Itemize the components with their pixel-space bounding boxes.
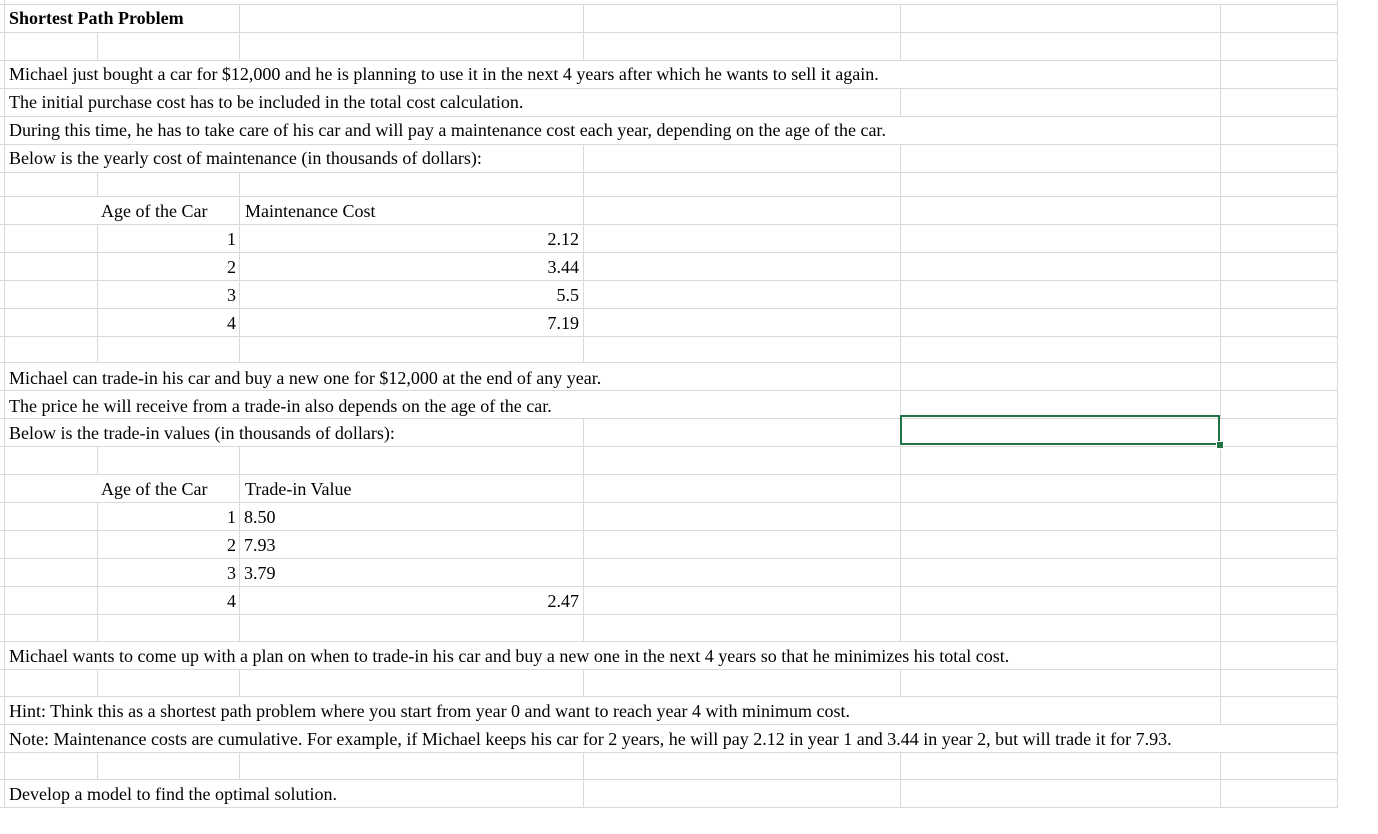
grid-col-line — [1220, 4, 1221, 32]
tradein-intro-line[interactable]: The price he will receive from a trade-in also depends on the age of the car. — [9, 396, 552, 416]
grid-col-line — [583, 779, 584, 807]
grid-row-line — [0, 696, 1338, 697]
grid-col-line — [1220, 779, 1221, 807]
grid-col-line — [583, 418, 584, 446]
grid-col-line — [97, 224, 98, 336]
intro-line[interactable]: Michael just bought a car for $12,000 and he is planning to use it in the next 4 years after which he wants to sell it again. — [9, 64, 879, 84]
grid-col-line — [1220, 641, 1221, 669]
sheet-title[interactable]: Shortest Path Problem — [9, 8, 184, 28]
grid-col-line — [900, 779, 901, 807]
grid-col-line — [900, 4, 901, 32]
grid-col-line — [900, 474, 901, 614]
grid-col-line — [1337, 0, 1338, 807]
grid-row-line — [0, 196, 1338, 197]
goal-text[interactable]: Michael wants to come up with a plan on when to trade-in his car and buy a new one in the next 4 years so that he minimizes his total cost. — [9, 646, 1010, 666]
tradein-age-cell[interactable]: 4 — [227, 591, 236, 611]
grid-col-line — [239, 474, 240, 614]
grid-row-line — [0, 308, 1338, 309]
grid-col-line — [1220, 88, 1221, 116]
tradein-age-cell[interactable]: 2 — [227, 535, 236, 555]
grid-col-line — [1220, 32, 1221, 60]
grid-row-line — [0, 252, 1338, 253]
fill-handle[interactable] — [1216, 441, 1224, 449]
tradein-intro-line[interactable]: Below is the trade-in values (in thousands of dollars): — [9, 423, 395, 443]
tradein-age-cell[interactable]: 1 — [227, 507, 236, 527]
grid-row-line — [0, 724, 1338, 725]
intro-line[interactable]: The initial purchase cost has to be included in the total cost calculation. — [9, 92, 524, 112]
grid-col-line — [900, 752, 901, 779]
grid-row-line — [0, 60, 1338, 61]
grid-row-line — [0, 807, 1338, 808]
maintenance-header-cost[interactable]: Maintenance Cost — [245, 201, 376, 221]
grid-col-line — [97, 172, 98, 196]
tradein-header-value[interactable]: Trade-in Value — [245, 479, 352, 499]
grid-row-line — [0, 446, 1338, 447]
grid-row-line — [0, 280, 1338, 281]
grid-row-line — [0, 474, 1338, 475]
grid-col-line — [583, 196, 584, 336]
grid-row-line — [0, 779, 1338, 780]
grid-col-line — [239, 446, 240, 474]
grid-col-line — [97, 502, 98, 614]
grid-col-line — [900, 88, 901, 116]
grid-row-line — [0, 530, 1338, 531]
maintenance-age-cell[interactable]: 4 — [227, 313, 236, 333]
grid-col-line — [1220, 669, 1221, 696]
maintenance-age-cell[interactable]: 1 — [227, 229, 236, 249]
grid-col-line — [239, 669, 240, 696]
grid-col-line — [4, 0, 5, 807]
grid-row-line — [0, 586, 1338, 587]
grid-col-line — [1220, 362, 1221, 418]
maintenance-age-cell[interactable]: 3 — [227, 285, 236, 305]
grid-col-line — [900, 144, 901, 172]
grid-row-line — [0, 641, 1338, 642]
grid-col-line — [239, 336, 240, 362]
grid-col-line — [239, 614, 240, 641]
grid-col-line — [97, 614, 98, 641]
maintenance-cost-cell[interactable]: 3.44 — [547, 257, 579, 277]
grid-row-line — [0, 669, 1338, 670]
grid-col-line — [239, 32, 240, 60]
tradein-value-cell[interactable]: 7.93 — [244, 535, 276, 555]
grid-col-line — [1220, 60, 1221, 88]
grid-col-line — [900, 669, 901, 696]
maintenance-cost-cell[interactable]: 5.5 — [556, 285, 579, 305]
grid-col-line — [583, 4, 584, 32]
grid-row-line — [0, 88, 1338, 89]
grid-row-line — [0, 32, 1338, 33]
grid-row-line — [0, 144, 1338, 145]
grid-row-line — [0, 390, 1338, 391]
maintenance-cost-cell[interactable]: 7.19 — [547, 313, 579, 333]
grid-col-line — [1220, 474, 1221, 614]
grid-col-line — [1220, 196, 1221, 336]
note-text[interactable]: Note: Maintenance costs are cumulative. For example, if Michael keeps his car for 2 years, he will pay 2.12 in year 1 and 3.44 in year 2, but will trade it for 7.93. — [9, 729, 1172, 749]
grid-col-line — [1220, 336, 1221, 362]
grid-row-line — [0, 224, 1338, 225]
grid-col-line — [583, 336, 584, 362]
grid-row-line — [0, 336, 1338, 337]
grid-col-line — [900, 196, 901, 336]
grid-col-line — [583, 669, 584, 696]
maintenance-age-cell[interactable]: 2 — [227, 257, 236, 277]
grid-col-line — [900, 614, 901, 641]
tradein-intro-line[interactable]: Michael can trade-in his car and buy a new one for $12,000 at the end of any year. — [9, 368, 602, 388]
selected-cell[interactable] — [900, 415, 1220, 445]
grid-col-line — [583, 614, 584, 641]
grid-col-line — [1220, 696, 1221, 724]
grid-col-line — [1220, 116, 1221, 144]
grid-col-line — [97, 752, 98, 779]
grid-col-line — [1220, 752, 1221, 779]
grid-row-line — [0, 752, 1338, 753]
grid-col-line — [97, 336, 98, 362]
grid-col-line — [583, 32, 584, 60]
grid-row-line — [0, 502, 1338, 503]
tradein-value-cell[interactable]: 3.79 — [244, 563, 276, 583]
grid-col-line — [583, 446, 584, 474]
tradein-header-age[interactable]: Age of the Car — [101, 479, 208, 499]
grid-col-line — [583, 172, 584, 196]
grid-col-line — [1220, 446, 1221, 474]
tradein-value-cell[interactable]: 8.50 — [244, 507, 276, 527]
grid-row-line — [0, 558, 1338, 559]
grid-row-line — [0, 362, 1338, 363]
grid-col-line — [239, 172, 240, 196]
grid-col-line — [583, 752, 584, 779]
grid-col-line — [900, 362, 901, 418]
grid-row-line — [0, 172, 1338, 173]
grid-col-line — [97, 32, 98, 60]
grid-col-line — [239, 752, 240, 779]
grid-col-line — [900, 32, 901, 60]
intro-line[interactable]: Below is the yearly cost of maintenance (in thousands of dollars): — [9, 148, 482, 168]
grid-col-line — [900, 172, 901, 196]
grid-col-line — [583, 144, 584, 172]
grid-col-line — [1220, 144, 1221, 172]
maintenance-header-age[interactable]: Age of the Car — [101, 201, 208, 221]
grid-col-line — [239, 4, 240, 32]
maintenance-cost-cell[interactable]: 2.12 — [547, 229, 579, 249]
grid-col-line — [97, 446, 98, 474]
grid-col-line — [239, 196, 240, 336]
intro-line[interactable]: During this time, he has to take care of his car and will pay a maintenance cost each year, depending on the age of the car. — [9, 120, 886, 140]
grid-col-line — [1220, 172, 1221, 196]
tradein-age-cell[interactable]: 3 — [227, 563, 236, 583]
tradein-value-cell[interactable]: 2.47 — [547, 591, 579, 611]
hint-text[interactable]: Hint: Think this as a shortest path problem where you start from year 0 and want to reach year 4 with minimum cost. — [9, 701, 850, 721]
grid-col-line — [900, 336, 901, 362]
grid-col-line — [1220, 614, 1221, 641]
task-text[interactable]: Develop a model to find the optimal solution. — [9, 784, 337, 804]
grid-row-line — [0, 116, 1338, 117]
grid-row-line — [0, 614, 1338, 615]
grid-col-line — [97, 669, 98, 696]
grid-col-line — [583, 474, 584, 614]
grid-col-line — [900, 446, 901, 474]
grid-row-line — [0, 4, 1338, 5]
